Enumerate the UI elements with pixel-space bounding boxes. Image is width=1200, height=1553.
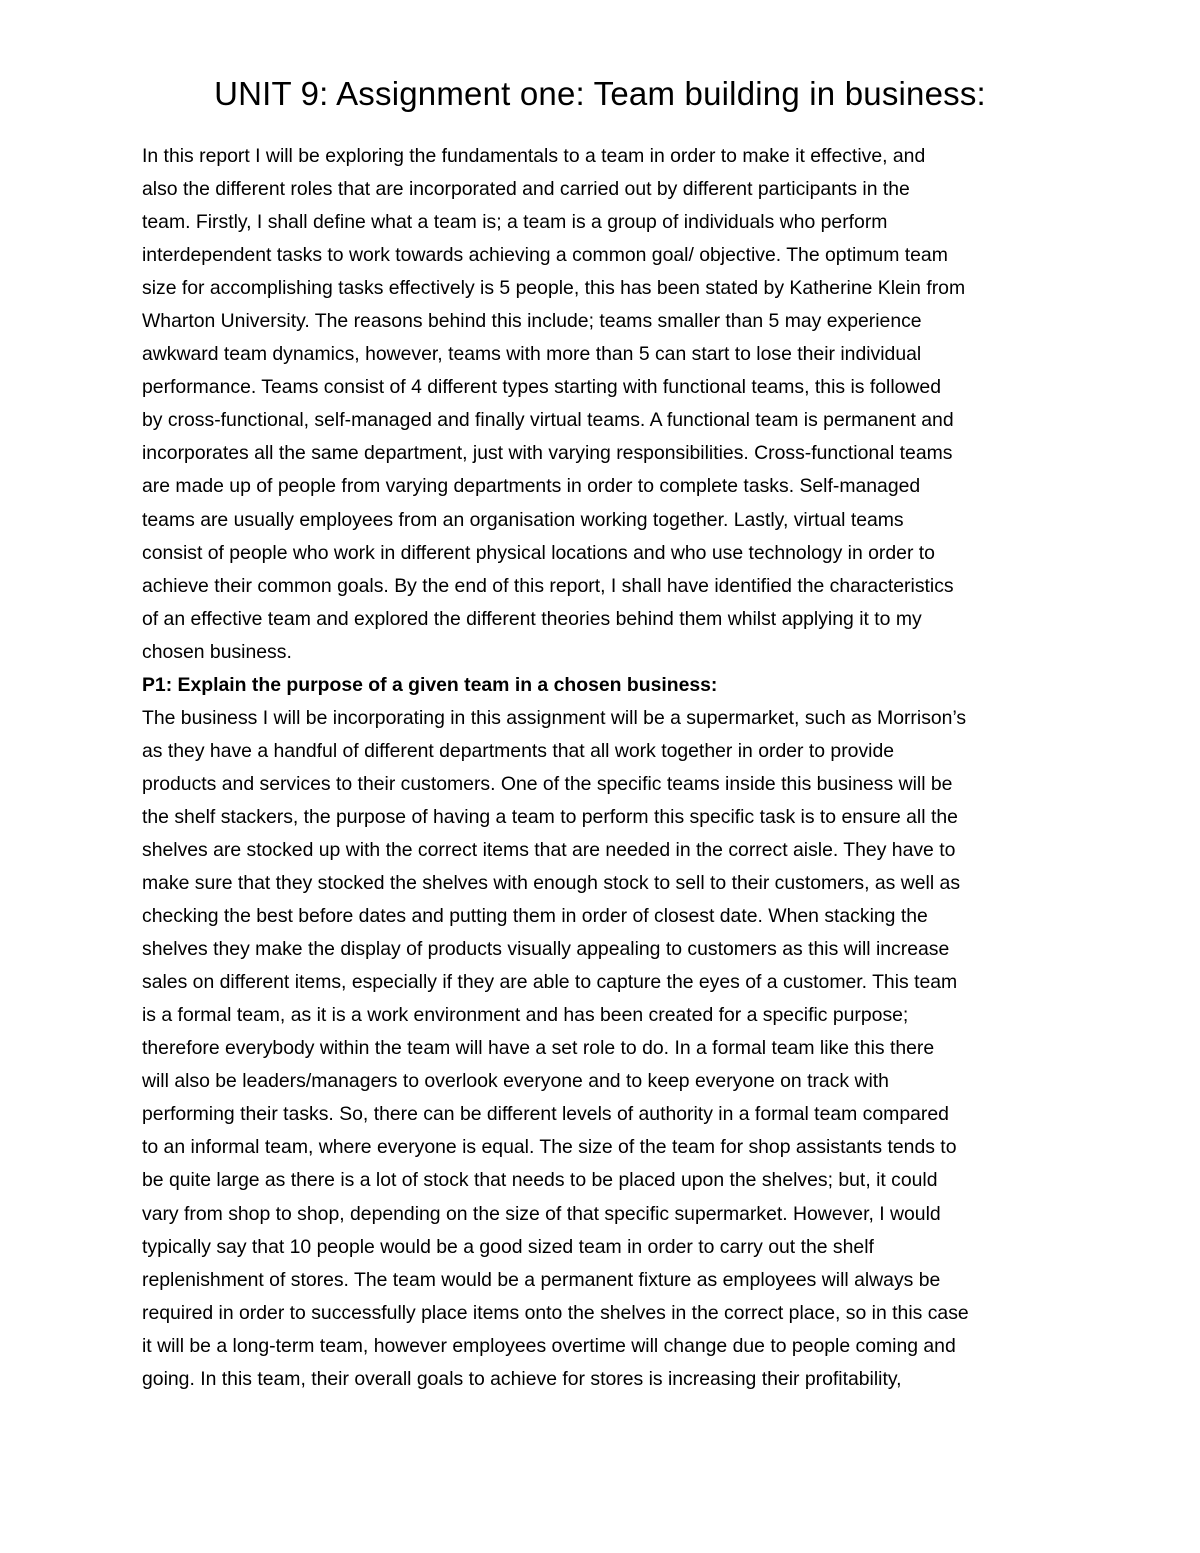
text-line: incorporates all the same department, just with varying responsibilities. Cross-functional teams (142, 442, 953, 465)
text-line: awkward team dynamics, however, teams with more than 5 can start to lose their individual (142, 343, 922, 366)
text-line: typically say that 10 people would be a good sized team in order to carry out the shelf (142, 1235, 874, 1258)
text-line: are made up of people from varying departments in order to complete tasks. Self-managed (142, 475, 921, 498)
text-line: going. In this team, their overall goals to achieve for stores is increasing their profitability, (142, 1367, 902, 1390)
text-line: to an informal team, where everyone is equal. The size of the team for shop assistants tends to (142, 1136, 957, 1159)
text-line: size for accomplishing tasks effectively is 5 people, this has been stated by Katherine Klein from (142, 277, 966, 300)
text-line: be quite large as there is a lot of stock that needs to be placed upon the shelves; but, it could (142, 1169, 938, 1192)
section-heading: P1: Explain the purpose of a given team in a chosen business: (142, 673, 718, 696)
document-title: UNIT 9: Assignment one: Team building in business: (214, 75, 986, 112)
text-line: therefore everybody within the team will have a set role to do. In a formal team like this there (142, 1037, 935, 1060)
text-line: team. Firstly, I shall define what a team is; a team is a group of individuals who perform (142, 211, 888, 234)
text-line: shelves are stocked up with the correct items that are needed in the correct aisle. They have to (142, 838, 956, 861)
text-line: In this report I will be exploring the fundamentals to a team in order to make it effective, and (142, 145, 926, 167)
text-line: performance. Teams consist of 4 different types starting with functional teams, this is followed (142, 376, 941, 399)
text-line: by cross-functional, self-managed and finally virtual teams. A functional team is permanent and (142, 409, 954, 432)
text-line: The business I will be incorporating in this assignment will be a supermarket, such as Morrison’s (142, 706, 967, 729)
text-line: Wharton University. The reasons behind this include; teams smaller than 5 may experience (142, 310, 922, 333)
text-line: performing their tasks. So, there can be different levels of authority in a formal team compared (142, 1103, 949, 1126)
text-line: sales on different items, especially if they are able to capture the eyes of a customer. This team (142, 971, 958, 994)
text-line: interdependent tasks to work towards achieving a common goal/ objective. The optimum team (142, 244, 948, 267)
text-line: of an effective team and explored the different theories behind them whilst applying it to my (142, 607, 922, 630)
section-paragraph (142, 702, 1072, 1396)
text-line: it will be a long-term team, however employees overtime will change due to people coming and (142, 1334, 956, 1357)
text-line: chosen business. (142, 640, 292, 663)
text-line: achieve their common goals. By the end of this report, I shall have identified the characteristics (142, 574, 954, 597)
text-line: products and services to their customers. One of the specific teams inside this business will be (142, 772, 953, 795)
text-line: replenishment of stores. The team would be a permanent fixture as employees will always be (142, 1268, 941, 1291)
text-line: will also be leaders/managers to overlook everyone and to keep everyone on track with (142, 1070, 889, 1093)
document-body (142, 140, 1072, 1396)
text-line: is a formal team, as it is a work environment and has been created for a specific purpose; (142, 1004, 909, 1027)
intro-paragraph (142, 140, 1072, 669)
text-line: teams are usually employees from an organisation working together. Lastly, virtual teams (142, 508, 904, 531)
text-line: the shelf stackers, the purpose of having a team to perform this specific task is to ensure all the (142, 805, 958, 828)
text-line: make sure that they stocked the shelves with enough stock to sell to their customers, as well as (142, 872, 961, 895)
text-line: vary from shop to shop, depending on the size of that specific supermarket. However, I would (142, 1202, 941, 1225)
text-line: checking the best before dates and putting them in order of closest date. When stacking the (142, 905, 928, 928)
text-line: also the different roles that are incorporated and carried out by different participants in the (142, 178, 910, 201)
text-line: required in order to successfully place items onto the shelves in the correct place, so in this case (142, 1301, 969, 1324)
text-line: shelves they make the display of products visually appealing to customers as this will increase (142, 938, 950, 961)
text-line: consist of people who work in different physical locations and who use technology in order to (142, 541, 935, 564)
text-line: as they have a handful of different departments that all work together in order to provide (142, 739, 895, 762)
